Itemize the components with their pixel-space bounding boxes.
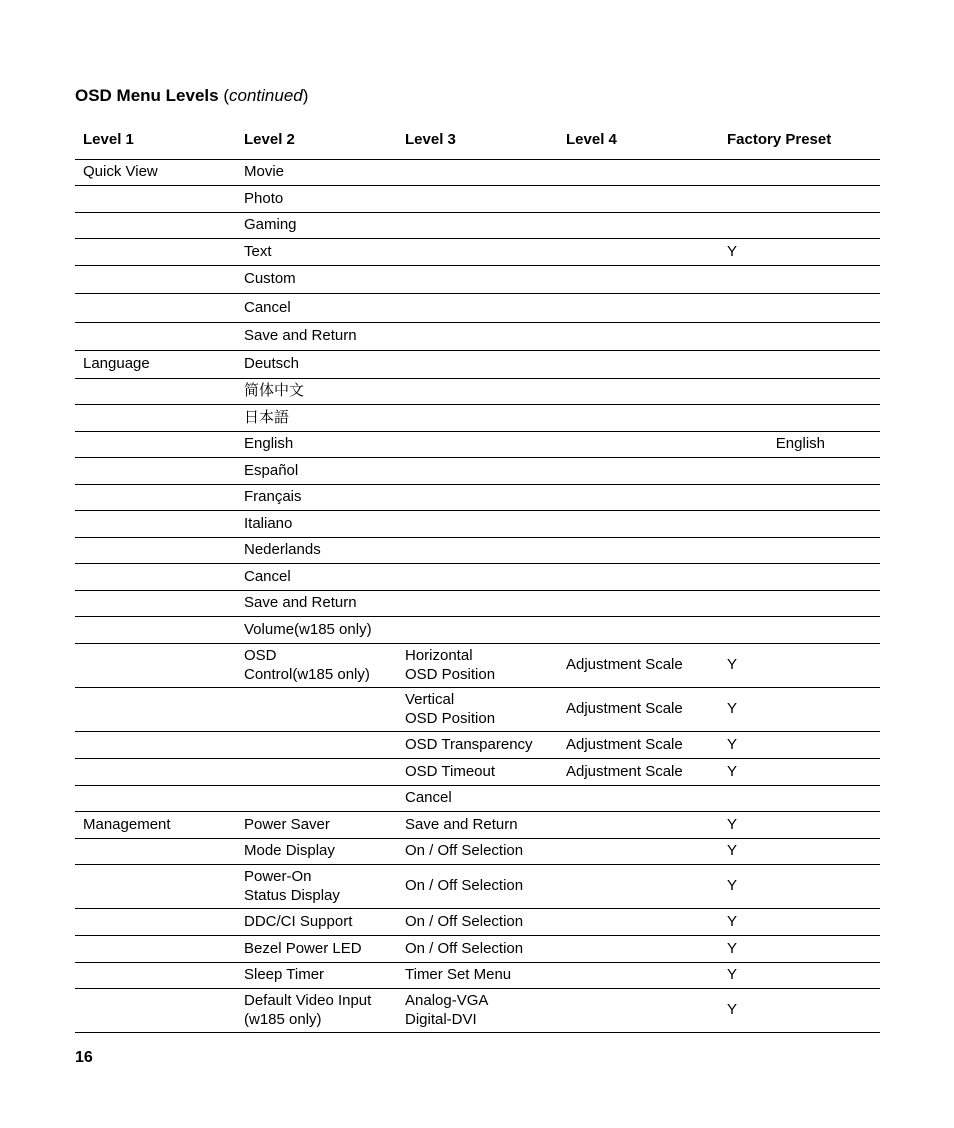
- factory-preset-cell: [719, 538, 880, 564]
- level-3-cell: [397, 323, 558, 351]
- level-4-cell: [558, 432, 719, 458]
- level-4-cell: Adjustment Scale: [558, 644, 719, 688]
- level-4-cell: [558, 213, 719, 239]
- level-4-cell: [558, 564, 719, 591]
- level-1-cell: [75, 239, 236, 266]
- section-heading-open-paren: (: [218, 86, 229, 105]
- factory-preset-cell: Y: [719, 644, 880, 688]
- factory-preset-cell: [719, 485, 880, 511]
- factory-preset-cell: Y: [719, 865, 880, 909]
- level-1-cell: [75, 909, 236, 936]
- factory-preset-cell: [719, 564, 880, 591]
- level-3-cell: [397, 405, 558, 432]
- level-3-cell: [397, 511, 558, 538]
- table-row: [75, 688, 880, 732]
- table-row: [75, 511, 880, 538]
- section-heading-close-paren: ): [302, 86, 309, 105]
- table-row: [75, 759, 880, 786]
- level-1-cell: [75, 963, 236, 989]
- level-4-cell: [558, 865, 719, 909]
- table-row: [75, 644, 880, 688]
- level-2-cell: Deutsch: [236, 351, 397, 379]
- level-2-cell: Cancel: [236, 564, 397, 591]
- factory-preset-cell: [719, 591, 880, 617]
- table-row: [75, 323, 880, 351]
- factory-preset-cell: [719, 458, 880, 485]
- table-row: [75, 732, 880, 759]
- factory-preset-cell: Y: [719, 732, 880, 759]
- factory-preset-cell: [719, 186, 880, 213]
- level-4-cell: Adjustment Scale: [558, 688, 719, 732]
- table-row: [75, 186, 880, 213]
- factory-preset-cell: [719, 379, 880, 405]
- level-2-cell: Cancel: [236, 294, 397, 323]
- level-3-cell: [397, 564, 558, 591]
- level-1-cell: [75, 989, 236, 1033]
- level-2-cell: DDC/CI Support: [236, 909, 397, 936]
- level-1-cell: [75, 617, 236, 644]
- level-4-cell: [558, 591, 719, 617]
- section-heading-continued: continued: [229, 86, 303, 105]
- level-4-cell: [558, 458, 719, 485]
- level-1-cell: [75, 213, 236, 239]
- level-3-cell: [397, 351, 558, 379]
- level-3-cell: [397, 266, 558, 294]
- level-4-cell: [558, 186, 719, 213]
- level-3-cell: [397, 538, 558, 564]
- level-1-cell: [75, 538, 236, 564]
- level-2-cell: Power Saver: [236, 812, 397, 839]
- level-1-cell: [75, 839, 236, 865]
- table-row: [75, 617, 880, 644]
- level-2-cell: 日本語: [236, 405, 397, 432]
- level-2-cell: Photo: [236, 186, 397, 213]
- table-row: [75, 839, 880, 865]
- level-4-cell: [558, 351, 719, 379]
- level-2-cell: Default Video Input (w185 only): [236, 989, 397, 1033]
- osd-menu-levels-table: [75, 119, 880, 1033]
- factory-preset-cell: [719, 617, 880, 644]
- table-row: [75, 213, 880, 239]
- level-2-cell: English: [236, 432, 397, 458]
- level-1-cell: [75, 186, 236, 213]
- level-2-cell: Italiano: [236, 511, 397, 538]
- level-1-cell: [75, 432, 236, 458]
- level-1-cell: [75, 732, 236, 759]
- level-1-cell: [75, 759, 236, 786]
- factory-preset-cell: [719, 323, 880, 351]
- page-number: 16: [75, 1049, 93, 1066]
- level-4-cell: [558, 989, 719, 1033]
- table-row: [75, 786, 880, 812]
- level-2-cell: Save and Return: [236, 591, 397, 617]
- factory-preset-cell: Y: [719, 989, 880, 1033]
- table-row: [75, 294, 880, 323]
- level-1-cell: [75, 786, 236, 812]
- level-1-cell: [75, 591, 236, 617]
- level-1-cell: Management: [75, 812, 236, 839]
- level-1-cell: [75, 323, 236, 351]
- level-2-cell: OSD Control(w185 only): [236, 644, 397, 688]
- factory-preset-cell: [719, 160, 880, 186]
- column-header-level-1: Level 1: [75, 119, 236, 160]
- table-row: [75, 564, 880, 591]
- table-row: [75, 989, 880, 1033]
- level-3-cell: Analog-VGA Digital-DVI: [397, 989, 558, 1033]
- level-2-cell: Mode Display: [236, 839, 397, 865]
- level-2-cell: Bezel Power LED: [236, 936, 397, 963]
- level-1-cell: Quick View: [75, 160, 236, 186]
- factory-preset-cell: [719, 213, 880, 239]
- level-4-cell: [558, 617, 719, 644]
- table-row: [75, 963, 880, 989]
- level-2-cell: Nederlands: [236, 538, 397, 564]
- level-1-cell: Language: [75, 351, 236, 379]
- level-3-cell: [397, 379, 558, 405]
- level-1-cell: [75, 688, 236, 732]
- table-row: [75, 909, 880, 936]
- level-4-cell: [558, 839, 719, 865]
- level-3-cell: On / Off Selection: [397, 936, 558, 963]
- level-3-cell: Timer Set Menu: [397, 963, 558, 989]
- table-row: [75, 458, 880, 485]
- level-2-cell: Español: [236, 458, 397, 485]
- column-header-factory-preset: Factory Preset: [719, 119, 880, 160]
- level-2-cell: [236, 786, 397, 812]
- level-1-cell: [75, 644, 236, 688]
- level-3-cell: [397, 294, 558, 323]
- table-row: [75, 160, 880, 186]
- level-1-cell: [75, 266, 236, 294]
- factory-preset-cell: [719, 351, 880, 379]
- table-row: [75, 405, 880, 432]
- section-heading: [75, 86, 308, 106]
- level-2-cell: [236, 688, 397, 732]
- level-2-cell: Power-On Status Display: [236, 865, 397, 909]
- level-4-cell: Adjustment Scale: [558, 759, 719, 786]
- table-row: [75, 936, 880, 963]
- level-3-cell: [397, 591, 558, 617]
- level-1-cell: [75, 564, 236, 591]
- factory-preset-cell: Y: [719, 963, 880, 989]
- level-2-cell: 简体中文: [236, 379, 397, 405]
- table-body: [75, 160, 880, 1033]
- level-3-cell: On / Off Selection: [397, 839, 558, 865]
- level-3-cell: [397, 432, 558, 458]
- table-row: [75, 351, 880, 379]
- factory-preset-cell: [719, 405, 880, 432]
- factory-preset-cell: Y: [719, 759, 880, 786]
- level-3-cell: [397, 239, 558, 266]
- level-4-cell: [558, 323, 719, 351]
- level-2-cell: Gaming: [236, 213, 397, 239]
- level-4-cell: [558, 812, 719, 839]
- level-2-cell: Français: [236, 485, 397, 511]
- column-header-level-2: Level 2: [236, 119, 397, 160]
- column-header-level-4: Level 4: [558, 119, 719, 160]
- level-1-cell: [75, 294, 236, 323]
- factory-preset-cell: Y: [719, 812, 880, 839]
- level-1-cell: [75, 936, 236, 963]
- level-3-cell: [397, 458, 558, 485]
- column-header-level-3: Level 3: [397, 119, 558, 160]
- level-1-cell: [75, 485, 236, 511]
- level-1-cell: [75, 865, 236, 909]
- factory-preset-cell: English: [719, 432, 880, 458]
- table-header-row: [75, 119, 880, 160]
- level-4-cell: [558, 405, 719, 432]
- factory-preset-cell: [719, 266, 880, 294]
- level-3-cell: OSD Timeout: [397, 759, 558, 786]
- level-3-cell: On / Off Selection: [397, 909, 558, 936]
- level-3-cell: On / Off Selection: [397, 865, 558, 909]
- level-3-cell: [397, 186, 558, 213]
- level-4-cell: [558, 160, 719, 186]
- factory-preset-cell: Y: [719, 839, 880, 865]
- factory-preset-cell: [719, 786, 880, 812]
- level-1-cell: [75, 511, 236, 538]
- level-4-cell: [558, 294, 719, 323]
- level-4-cell: Adjustment Scale: [558, 732, 719, 759]
- table-row: [75, 538, 880, 564]
- table-row: [75, 485, 880, 511]
- level-3-cell: Cancel: [397, 786, 558, 812]
- table-row: [75, 591, 880, 617]
- table-row: [75, 865, 880, 909]
- level-4-cell: [558, 379, 719, 405]
- table-row: [75, 266, 880, 294]
- section-heading-title: OSD Menu Levels: [75, 86, 219, 105]
- level-4-cell: [558, 538, 719, 564]
- level-3-cell: OSD Transparency: [397, 732, 558, 759]
- factory-preset-cell: [719, 294, 880, 323]
- level-4-cell: [558, 909, 719, 936]
- table-row: [75, 239, 880, 266]
- level-2-cell: Text: [236, 239, 397, 266]
- level-4-cell: [558, 239, 719, 266]
- level-3-cell: Horizontal OSD Position: [397, 644, 558, 688]
- factory-preset-cell: Y: [719, 909, 880, 936]
- factory-preset-cell: [719, 511, 880, 538]
- level-1-cell: [75, 379, 236, 405]
- level-2-cell: Movie: [236, 160, 397, 186]
- level-3-cell: Save and Return: [397, 812, 558, 839]
- level-2-cell: [236, 732, 397, 759]
- level-2-cell: Custom: [236, 266, 397, 294]
- factory-preset-cell: Y: [719, 239, 880, 266]
- level-2-cell: Save and Return: [236, 323, 397, 351]
- level-4-cell: [558, 786, 719, 812]
- level-4-cell: [558, 485, 719, 511]
- level-1-cell: [75, 405, 236, 432]
- level-4-cell: [558, 936, 719, 963]
- level-2-cell: Sleep Timer: [236, 963, 397, 989]
- level-4-cell: [558, 511, 719, 538]
- level-4-cell: [558, 266, 719, 294]
- factory-preset-cell: Y: [719, 936, 880, 963]
- level-4-cell: [558, 963, 719, 989]
- level-3-cell: Vertical OSD Position: [397, 688, 558, 732]
- level-3-cell: [397, 485, 558, 511]
- level-2-cell: [236, 759, 397, 786]
- level-1-cell: [75, 458, 236, 485]
- table-row: [75, 432, 880, 458]
- level-2-cell: Volume(w185 only): [236, 617, 397, 644]
- table-row: [75, 379, 880, 405]
- level-3-cell: [397, 160, 558, 186]
- level-3-cell: [397, 617, 558, 644]
- table-row: [75, 812, 880, 839]
- level-3-cell: [397, 213, 558, 239]
- factory-preset-cell: Y: [719, 688, 880, 732]
